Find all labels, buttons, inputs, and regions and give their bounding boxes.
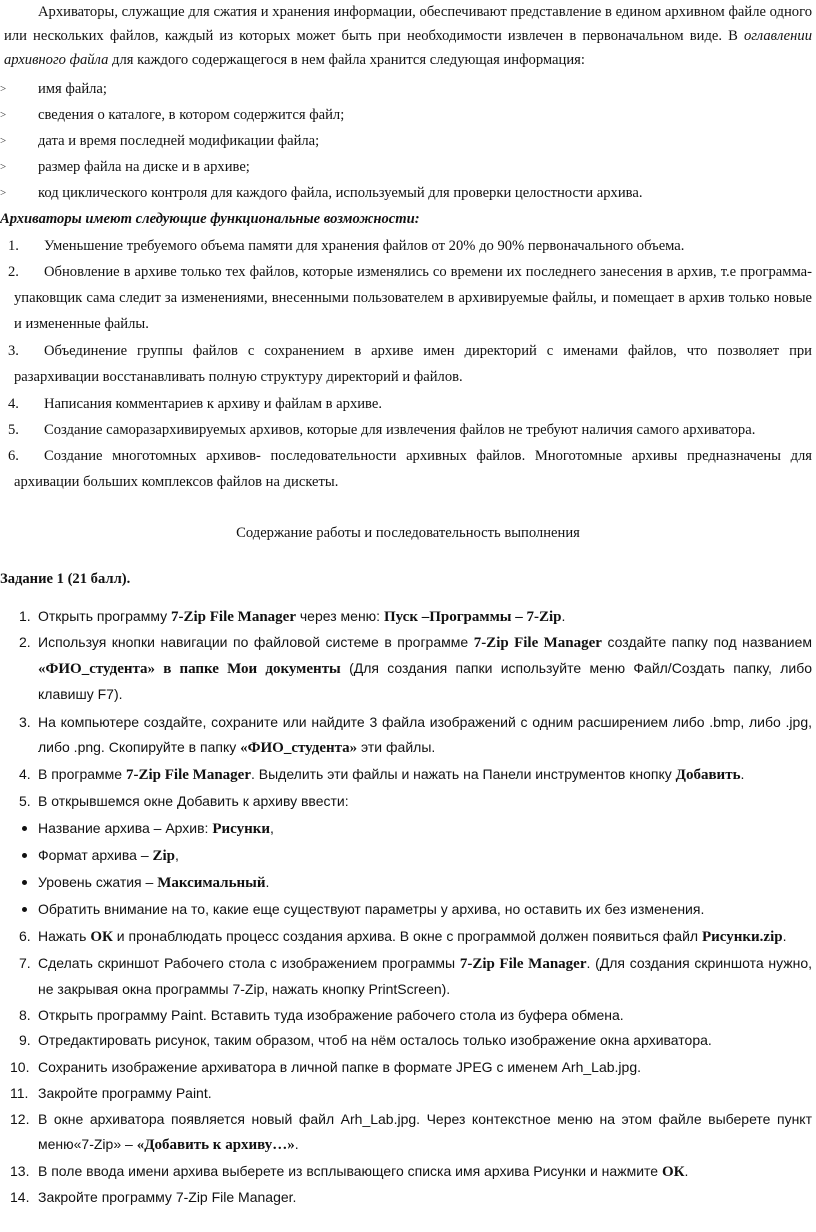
feature-text: Написания комментариев к архиву и файлам в архиве. bbox=[44, 396, 382, 412]
item-number: 1. bbox=[8, 238, 19, 254]
step-item bbox=[0, 1185, 812, 1210]
step-text: . (Для создания скриншота нужно, не закрывая окна программы 7-Zip, нажать кнопку PrintScreen). bbox=[38, 955, 813, 997]
intro-tail-text: для каждого содержащегося в нем файла хранится следующая информация: bbox=[108, 52, 585, 68]
feature-item bbox=[0, 417, 812, 443]
step-item bbox=[0, 1003, 812, 1028]
item-number: 6. bbox=[8, 448, 19, 464]
step-text: и пронаблюдать процесс создания архива. В окне с программой должен появиться файл bbox=[112, 928, 702, 944]
feature-text: Создание саморазархивируемых архивов, которые для извлечения файлов не требуют наличия самого архиватора. bbox=[44, 422, 756, 438]
step-item bbox=[0, 1055, 812, 1080]
step-number: 4. bbox=[19, 766, 31, 782]
step-text: Закройте программу Paint. bbox=[38, 1085, 212, 1101]
list-item bbox=[0, 129, 812, 153]
item-number: 2. bbox=[8, 264, 19, 280]
section-title: Содержание работы и последовательность выполнения bbox=[236, 525, 580, 541]
step-text: . bbox=[782, 928, 787, 944]
list-item-text: дата и время последней модификации файла; bbox=[38, 133, 320, 149]
step-bold: «ФИО_студента» в папке Мои документы bbox=[38, 661, 341, 677]
step-item bbox=[0, 924, 812, 950]
step-item bbox=[0, 951, 812, 1002]
step-number: 9. bbox=[19, 1032, 31, 1048]
step-text: . bbox=[265, 874, 270, 890]
step-number: 2. bbox=[19, 634, 31, 650]
item-number: 3. bbox=[8, 343, 19, 359]
list-item-text: размер файла на диске и в архиве; bbox=[38, 159, 250, 175]
step-number: 5. bbox=[19, 793, 31, 809]
step-text: Закройте программу 7-Zip File Manager. bbox=[38, 1189, 297, 1205]
step-bold: 7-Zip File Manager bbox=[473, 635, 602, 651]
intro-italic-term: оглавлении архивного файла bbox=[4, 28, 812, 68]
step-bold: ОК bbox=[661, 1164, 685, 1180]
step-text: Используя кнопки навигации по файловой системе в программе bbox=[38, 634, 474, 650]
step-text: Формат архива – bbox=[38, 847, 153, 863]
step-text: Обратить внимание на то, какие еще существуют параметры у архива, но оставить их без изменения. bbox=[38, 901, 705, 917]
task-title: Задание 1 (21 балл). bbox=[0, 571, 131, 587]
list-item bbox=[0, 870, 812, 896]
list-item bbox=[0, 843, 812, 869]
arrow-bullet-icon: > bbox=[0, 161, 7, 173]
arrow-bullet-icon: > bbox=[0, 135, 7, 147]
step-item bbox=[0, 1159, 812, 1185]
step-bold: Максимальный bbox=[157, 875, 266, 891]
step-text: В программе bbox=[38, 766, 126, 782]
list-item-text: имя файла; bbox=[38, 81, 107, 97]
step-text: Нажать bbox=[38, 928, 91, 944]
step-text: Открыть программу bbox=[38, 608, 171, 624]
step-text: создайте папку под названием bbox=[601, 634, 812, 650]
list-item-text: сведения о каталоге, в котором содержится файл; bbox=[38, 107, 345, 123]
step-text: . bbox=[294, 1136, 299, 1152]
step-text: В открывшемся окне Добавить к архиву ввести: bbox=[38, 793, 349, 809]
feature-text: Уменьшение требуемого объема памяти для хранения файлов от 20% до 90% первоначального объема. bbox=[44, 238, 685, 254]
step-number: 8. bbox=[19, 1007, 31, 1023]
bullet-dot-icon bbox=[22, 826, 27, 831]
item-number: 5. bbox=[8, 422, 19, 438]
step-text: Сделать скриншот Рабочего стола с изображением программы bbox=[38, 955, 460, 971]
step-text: Сохранить изображение архиватора в личной папке в формате JPEG с именем Arh_Lab.jpg. bbox=[38, 1059, 641, 1075]
step-bold: Рисунки bbox=[212, 821, 271, 837]
step-text: , bbox=[175, 847, 179, 863]
step-number: 10. bbox=[10, 1059, 30, 1075]
step-text: , bbox=[270, 820, 274, 836]
feature-item bbox=[0, 338, 812, 390]
list-item bbox=[0, 181, 812, 205]
step-text: Отредактировать рисунок, таким образом, чтоб на нём осталось только изображение окна архиватора. bbox=[38, 1032, 712, 1048]
step-number: 7. bbox=[19, 955, 31, 971]
item-number: 4. bbox=[8, 396, 19, 412]
step-item bbox=[0, 1081, 812, 1106]
step-item bbox=[0, 710, 812, 761]
bullet-dot-icon bbox=[22, 880, 27, 885]
step-bold: «Добавить к архиву…» bbox=[136, 1137, 295, 1153]
step-item bbox=[0, 1107, 812, 1158]
step-text: . bbox=[740, 766, 745, 782]
arrow-bullet-icon: > bbox=[0, 187, 7, 199]
features-heading: Архиваторы имеют следующие функциональные возможности: bbox=[0, 211, 420, 227]
feature-item bbox=[0, 233, 812, 259]
step-bold: 7-Zip File Manager bbox=[459, 956, 587, 972]
step-text: эти файлы. bbox=[357, 739, 436, 755]
step-number: 6. bbox=[19, 928, 31, 944]
step-bold: Рисунки.zip bbox=[701, 929, 783, 945]
step-number: 1. bbox=[19, 608, 31, 624]
step-number: 12. bbox=[10, 1111, 30, 1127]
step-text: Название архива – Архив: bbox=[38, 820, 213, 836]
step-text: Уровень сжатия – bbox=[38, 874, 158, 890]
step-item bbox=[0, 789, 812, 814]
feature-item bbox=[0, 391, 812, 417]
step-bold: Добавить bbox=[675, 767, 741, 783]
list-item-text: код циклического контроля для каждого файла, используемый для проверки целостности архива. bbox=[38, 185, 643, 201]
step-text: В окне архиватора появляется новый файл Arh_Lab.jpg. Через контекстное меню на этом файле выберете пункт меню«7-Zip» – bbox=[38, 1111, 812, 1152]
bullet-dot-icon bbox=[22, 853, 27, 858]
intro-paragraph bbox=[4, 0, 812, 72]
list-item bbox=[0, 897, 812, 922]
step-bold: 7-Zip File Manager bbox=[126, 767, 251, 783]
bullet-dot-icon bbox=[22, 907, 27, 912]
step-item bbox=[0, 604, 812, 630]
step-text: (Для создания папки используйте меню Файл/Создать папку, либо клавишу F7). bbox=[38, 660, 812, 702]
feature-item bbox=[0, 443, 812, 495]
step-text: через меню: bbox=[295, 608, 384, 624]
feature-text: Создание многотомных архивов- последовательности архивных файлов. Многотомные архивы предназначены для архивации больших комплексов файлов на дискеты. bbox=[14, 448, 812, 490]
step-number: 3. bbox=[19, 714, 31, 730]
step-text: . bbox=[684, 1163, 689, 1179]
step-bold: «ФИО_студента» bbox=[240, 740, 358, 756]
arrow-bullet-icon: > bbox=[0, 83, 7, 95]
list-item bbox=[0, 103, 812, 127]
feature-text: Обновление в архиве только тех файлов, которые изменялись со времени их последнего занесения в архив, т.е программа- упаковщик сама следит за изменениями, внесенными пользователем в архивируемые файлы, и помещает в архив только новые и измененные файлы. bbox=[14, 264, 812, 332]
arrow-bullet-icon: > bbox=[0, 109, 7, 121]
step-bold: Пуск –Программы – 7-Zip bbox=[383, 609, 562, 625]
step-number: 13. bbox=[10, 1163, 30, 1179]
step-text: . bbox=[561, 608, 566, 624]
step-text: Открыть программу Paint. Вставить туда изображение рабочего стола из буфера обмена. bbox=[38, 1007, 624, 1023]
list-item bbox=[0, 77, 812, 101]
list-item bbox=[0, 155, 812, 179]
list-item bbox=[0, 816, 812, 842]
step-item bbox=[0, 762, 812, 788]
step-text: На компьютере создайте, сохраните или найдите 3 файла изображений с одним расширением либо .bmp, либо .jpg, либо .png. Скопируйте в папку bbox=[38, 714, 812, 755]
step-text: . Выделить эти файлы и нажать на Панели инструментов кнопку bbox=[250, 766, 676, 782]
step-number: 11. bbox=[10, 1085, 29, 1101]
step-text: В поле ввода имени архива выберете из всплывающего списка имя архива Рисунки и нажмите bbox=[38, 1163, 662, 1179]
step-item bbox=[0, 630, 812, 707]
intro-lead-text: Архиваторы, служащие для сжатия и хранения информации, обеспечивают представление в едином архивном файле одного или нескольких файлов, каждый из которых может быть при необходимости извлечен в первоначальном виде. В bbox=[4, 4, 812, 44]
feature-text: Объединение группы файлов с сохранением в архиве имен директорий с именами файлов, что позволяет при разархивации восстанавливать полную структуру директорий и файлов. bbox=[14, 343, 812, 385]
step-bold: 7-Zip File Manager bbox=[171, 609, 296, 625]
step-number: 14. bbox=[10, 1189, 30, 1205]
step-item bbox=[0, 1028, 812, 1053]
step-bold: ОК bbox=[90, 929, 113, 945]
step-bold: Zip bbox=[152, 848, 176, 864]
feature-item bbox=[0, 259, 812, 337]
